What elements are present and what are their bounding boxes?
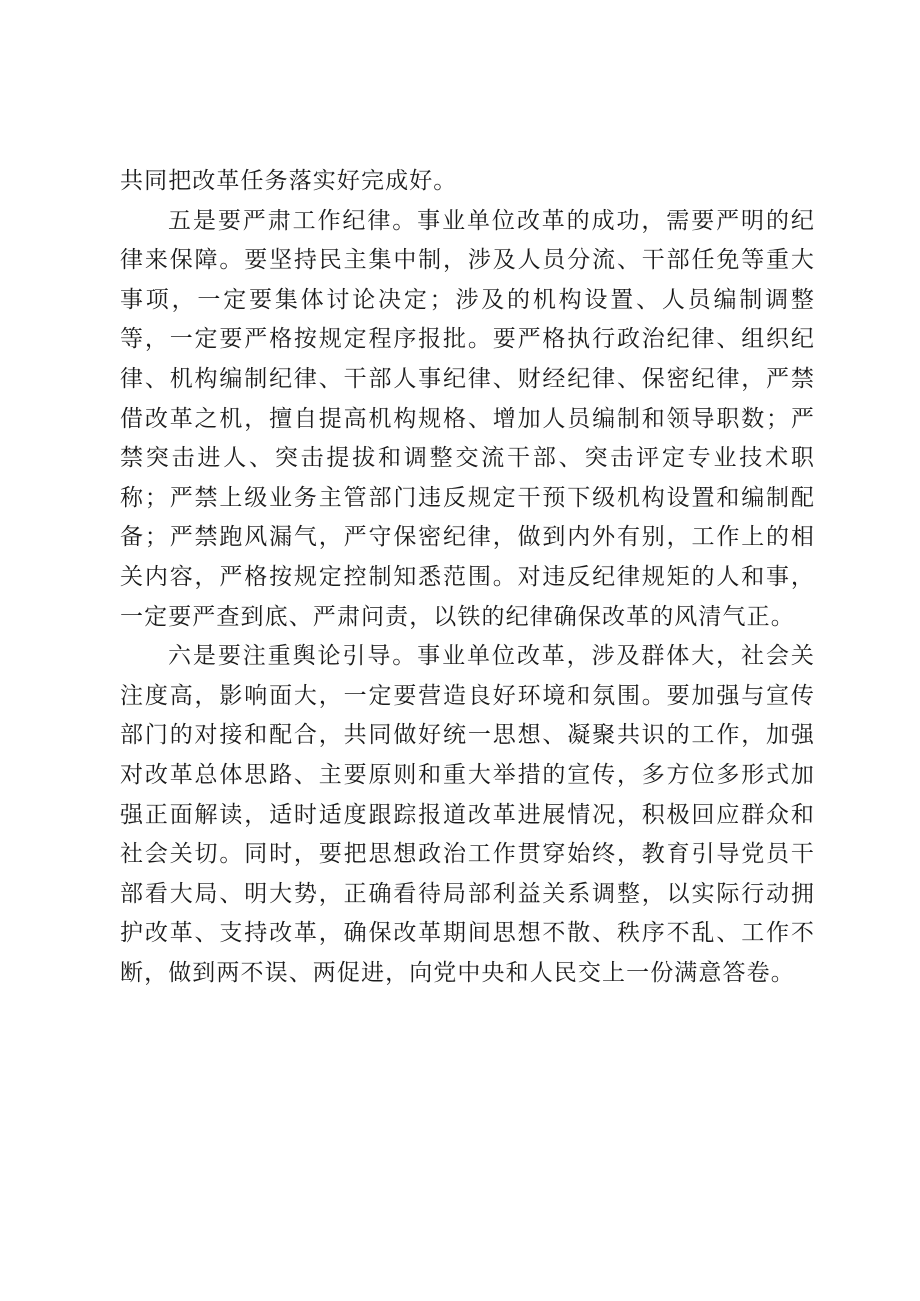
paragraph-point-five: 五是要严肃工作纪律。事业单位改革的成功，需要严明的纪律来保障。要坚持民主集中制，涉及人员分流、干部任免等重大事项，一定要集体讨论决定；涉及的机构设置、人员编制调整等，一定要严格按规定程序报批。要严格执行政治纪律、组织纪律、机构编制纪律、干部人事纪律、财经纪律、保密纪律，严禁借改革之机，擅自提高机构规格、增加人员编制和领导职数；严禁突击进人、突击提拔和调整交流干部、突击评定专业技术职称；严禁上级业务主管部门违反规定干预下级机构设置和编制配备；严禁跑风漏气，严守保密纪律，做到内外有别，工作上的相关内容，严格按规定控制知悉范围。对违反纪律规矩的人和事，一定要严查到底、严肃问责，以铁的纪律确保改革的风清气正。	[120, 207, 815, 630]
document-body	[120, 162, 815, 993]
paragraph-continuation: 共同把改革任务落实好完成好。	[120, 168, 458, 194]
paragraph-point-six: 六是要注重舆论引导。事业单位改革，涉及群体大，社会关注度高，影响面大，一定要营造良好环境和氛围。要加强与宣传部门的对接和配合，共同做好统一思想、凝聚共识的工作，加强对改革总体思路、主要原则和重大举措的宣传，多方位多形式加强正面解读，适时适度跟踪报道改革进展情况，积极回应群众和社会关切。同时，要把思想政治工作贯穿始终，教育引导党员干部看大局、明大势，正确看待局部利益关系调整，以实际行动拥护改革、支持改革，确保改革期间思想不散、秩序不乱、工作不断，做到两不误、两促进，向党中央和人民交上一份满意答卷。	[120, 643, 815, 986]
